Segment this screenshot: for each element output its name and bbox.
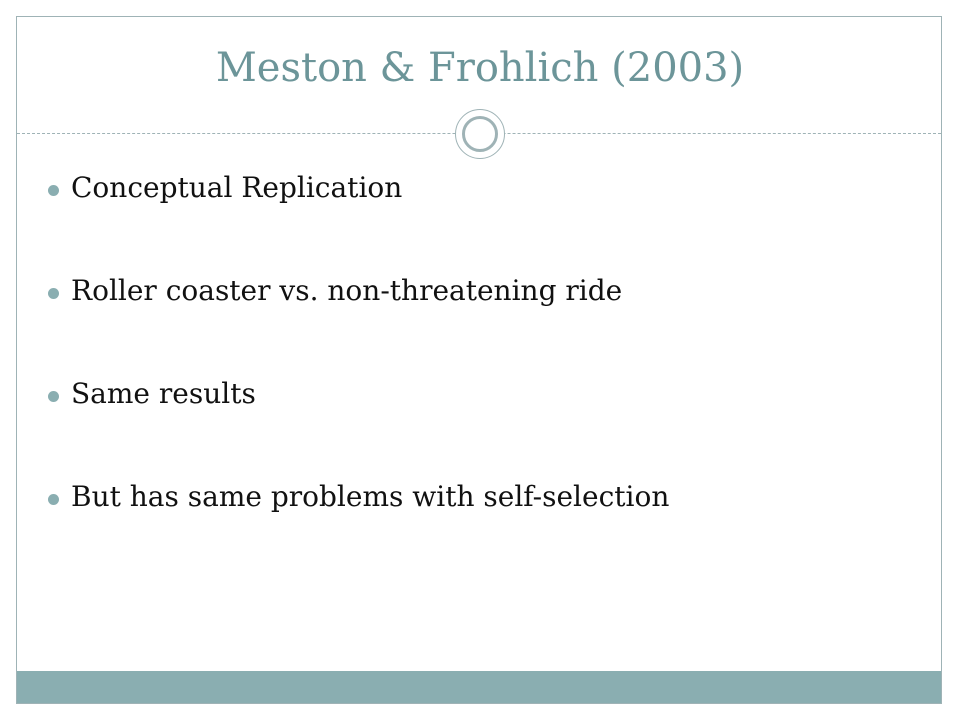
bullet-text: Same results	[71, 377, 256, 410]
bullet-list	[48, 170, 669, 582]
bullet-item	[48, 273, 669, 376]
bullet-item	[48, 170, 669, 273]
bullet-text: Roller coaster vs. non-threatening ride	[71, 274, 623, 307]
bullet-item	[48, 479, 669, 582]
bullet-dot-icon	[48, 288, 59, 299]
bullet-dot-icon	[48, 494, 59, 505]
circle-ornament-inner	[462, 116, 498, 152]
bullet-dot-icon	[48, 391, 59, 402]
footer-bar	[17, 671, 941, 703]
bullet-item	[48, 376, 669, 479]
slide-title: Meston & Frohlich (2003)	[215, 45, 745, 91]
bullet-dot-icon	[48, 185, 59, 196]
circle-ornament-icon	[455, 109, 505, 159]
bullet-text: Conceptual Replication	[71, 171, 403, 204]
bullet-text: But has same problems with self-selection	[71, 480, 670, 513]
